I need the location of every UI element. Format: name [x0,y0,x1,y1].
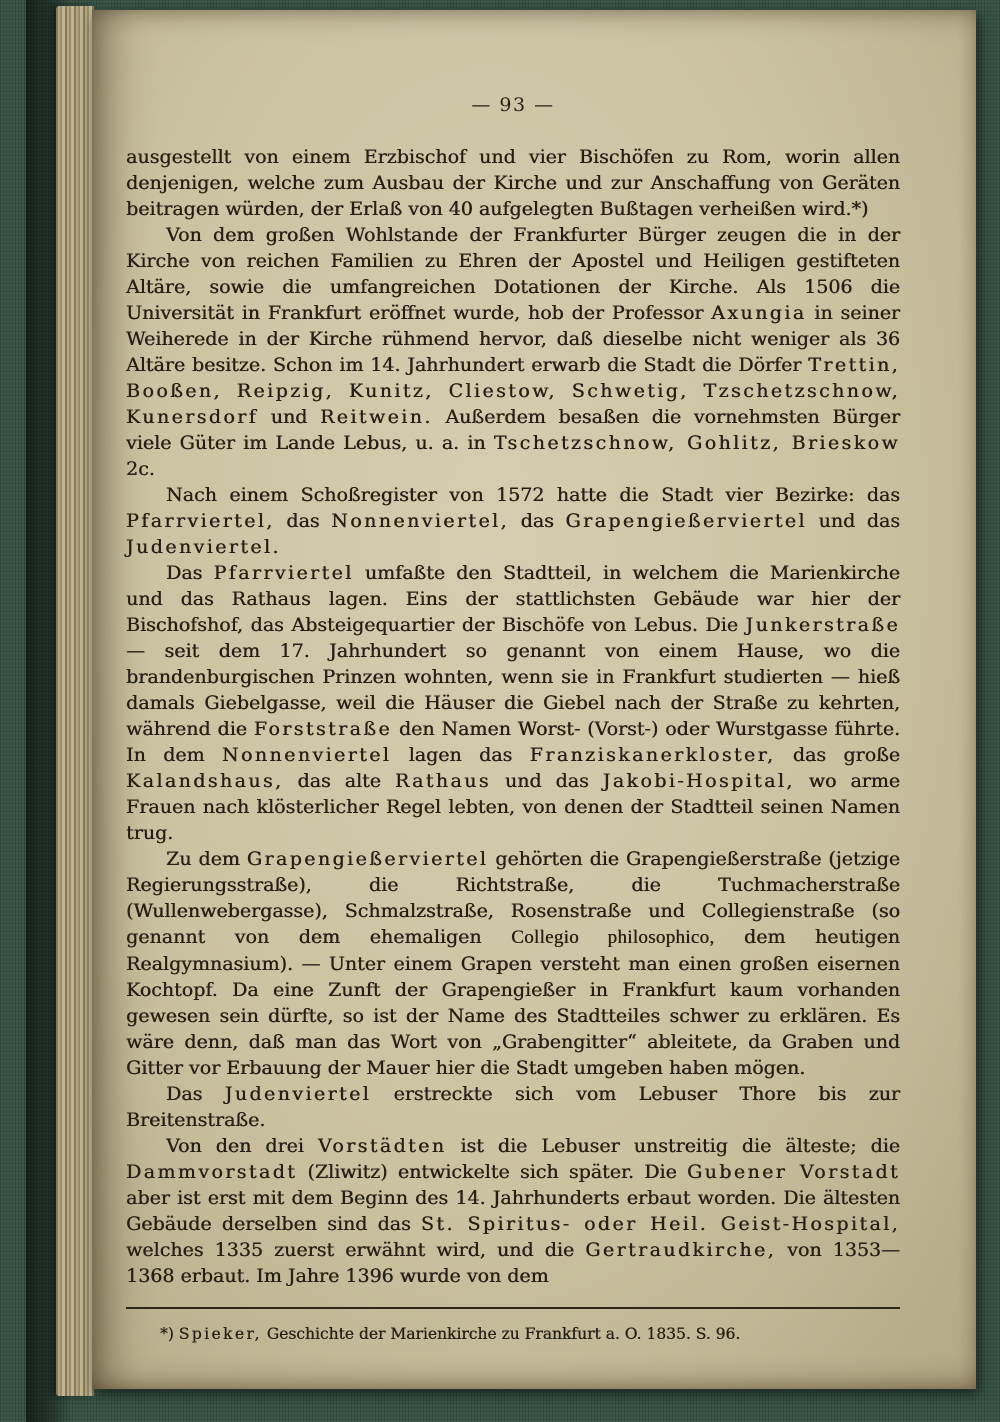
spaced-text: Rathaus [394,770,491,792]
text-segment: und das [490,770,603,792]
spaced-text: Vorstädten [317,1135,447,1157]
text-segment: Von dem großen Wohlstande der Frankfurter Bürger zeugen die in der Kirche von reichen Familien zu Ehren der Apostel und Heiligen gestifteten Altäre, sowie die umfangreichen Dotationen der Kirche. Als 1506 die Universität in Frankfurt eröffnet wurde, hob der Professor [126,224,900,324]
paragraph [126,482,900,560]
spaced-text: Pfarrviertel [213,562,354,584]
text-segment: das große [775,744,900,766]
text-segment: Von den drei [166,1135,318,1157]
text-segment: in seiner Weiherede in der Kirche rühmend hervor, daß dieselbe nicht weniger als 36 Altäre besitze. Schon im 14. Jahrhundert erwarb die Stadt die Dörfer [126,302,900,376]
spaced-text: Reitwein. [319,406,433,428]
spaced-text: St. Spiritus- oder Heil. Geist-Hospital, [420,1213,901,1235]
text-segment: Außerdem besaßen die vornehmsten Bürger viele Güter im Lande Lebus, u. a. in [126,406,900,454]
footnote-text [160,1325,740,1343]
text-segment: Das [166,1083,225,1105]
page-edges [56,6,94,1396]
spaced-text: Axungia [711,302,807,324]
paragraph [126,1081,900,1133]
text-segment: Zu dem [166,848,247,870]
text-segment: und [258,406,320,428]
spaced-text: Spieker, [178,1325,262,1343]
text-segment: welches 1335 zuerst erwähnt wird, und die [126,1239,586,1261]
spaced-text: Dammvorstadt [126,1161,298,1183]
page-number: — 93 — [471,94,555,116]
paragraph [126,1133,900,1289]
text-segment: umfaßte den Stadtteil, in welchem die Marienkirche und das Rathaus lagen. Eins der stattlichsten Gebäude war hier der Bischofshof, das Absteigequartier der Bischöfe von Lebus. Die [126,562,900,636]
spaced-text: Judenviertel. [126,536,281,558]
text-segment: dem heutigen Realgymnasium). — Unter einem Grapen versteht man einen großen eisernen Kochtopf. Da eine Zunft der Grapengießer in Frankfurt kaum vorhanden gewesen sein dürfte, so ist der Name des Stadtteiles schwer zu erklären. Es wäre denn, daß man das Wort von „Grabengitter“ ableitete, da Graben und Gitter vor Erbauung der Mauer hier die Stadt umgeben haben mögen. [126,926,900,1079]
text-segment: das alte [283,770,395,792]
text-segment: 2c. [126,458,155,480]
paragraph [126,222,900,482]
spaced-text: Pfarrviertel, [126,510,275,532]
text-segment: Das [166,562,214,584]
spaced-text: Gertraudkirche, [585,1239,777,1261]
text-segment: das [508,510,566,532]
paragraph [126,846,900,1081]
text-segment: wo arme Frauen nach klösterlicher Regel lebten, von denen der Stadtteil seinen Namen trug. [126,770,900,844]
footnote-rule [126,1307,900,1309]
spaced-text: Gubener Vorstadt [686,1161,900,1183]
text-segment: gehörten die Grapengießerstraße (jetzige Regierungsstraße), die Richtstraße, die Tuchmacherstraße (Wullenwebergasse), Schmalzstraße, Rosenstraße und Collegienstraße (so genannt von dem ehemaligen [126,848,900,948]
text-segment: lagen das [391,744,530,766]
text-segment: von 1353—1368 erbaut. Im Jahre 1396 wurde von dem [126,1239,900,1287]
footnote [126,1324,900,1345]
spaced-text: Franziskanerkloster, [529,744,776,766]
spaced-text: Jakobi-Hospital, [602,770,795,792]
text-segment: ausgestellt von einem Erzbischof und vier Bischöfen zu Rom, worin allen denjenigen, welche zum Ausbau der Kirche und zur Anschaffung von Geräten beitragen würden, der Erlaß von 40 aufgelegten Bußtagen verheißen wird.*) [126,146,900,220]
roman-text: Collegio philosophico, [511,927,715,948]
book-page [92,10,976,1389]
text-segment: Nach einem Schoßregister von 1572 hatte die Stadt vier Bezirke: das [166,484,900,506]
text-segment: das [274,510,332,532]
spaced-text: Grapengießerviertel [565,510,807,532]
spaced-text: Grapengießerviertel [246,848,489,870]
spaced-text: Forststraße [253,718,392,740]
spaced-text: Nonnenviertel [221,744,392,766]
text-segment: Geschichte der Marienkirche zu Frankfurt a. O. 1835. S. 96. [261,1325,741,1343]
spaced-text: Tschetzschnow, Gohlitz, Brieskow [493,432,900,454]
paragraph [126,560,900,846]
text-segment: den Namen Worst- (Vorst-) oder Wurstgasse führte. In dem [126,718,900,766]
text-segment: *) [160,1325,179,1343]
text-segment: — seit dem 17. Jahrhundert so genannt von einem Hause, wo die brandenburgischen Prinzen wohnten, wenn sie in Frankfurt studierten — hieß damals Giebelgasse, weil die Häuser die Giebel nach der Straße zu kehrten, während die [126,640,900,740]
text-segment: ist die Lebuser unstreitig die älteste; die [446,1135,900,1157]
text-segment: erstreckte sich vom Lebuser Thore bis zur Breitenstraße. [126,1083,900,1131]
spaced-text: Trettin, Booßen, Reipzig, Kunitz, Cliestow, Schwetig, Tzschetzschnow, Kunersdorf [126,354,900,428]
text-block [126,144,900,1289]
text-segment: (Zliwitz) entwickelte sich später. Die [297,1161,687,1183]
spaced-text: Junkerstraße [745,614,900,636]
text-segment: aber ist erst mit dem Beginn des 14. Jahrhunderts erbaut worden. Die ältesten Gebäude derselben sind das [126,1187,900,1235]
text-segment: und das [806,510,900,532]
spaced-text: Judenviertel [224,1083,372,1105]
spaced-text: Kalandshaus, [126,770,284,792]
paragraph [126,144,900,222]
spaced-text: Nonnenviertel, [331,510,509,532]
